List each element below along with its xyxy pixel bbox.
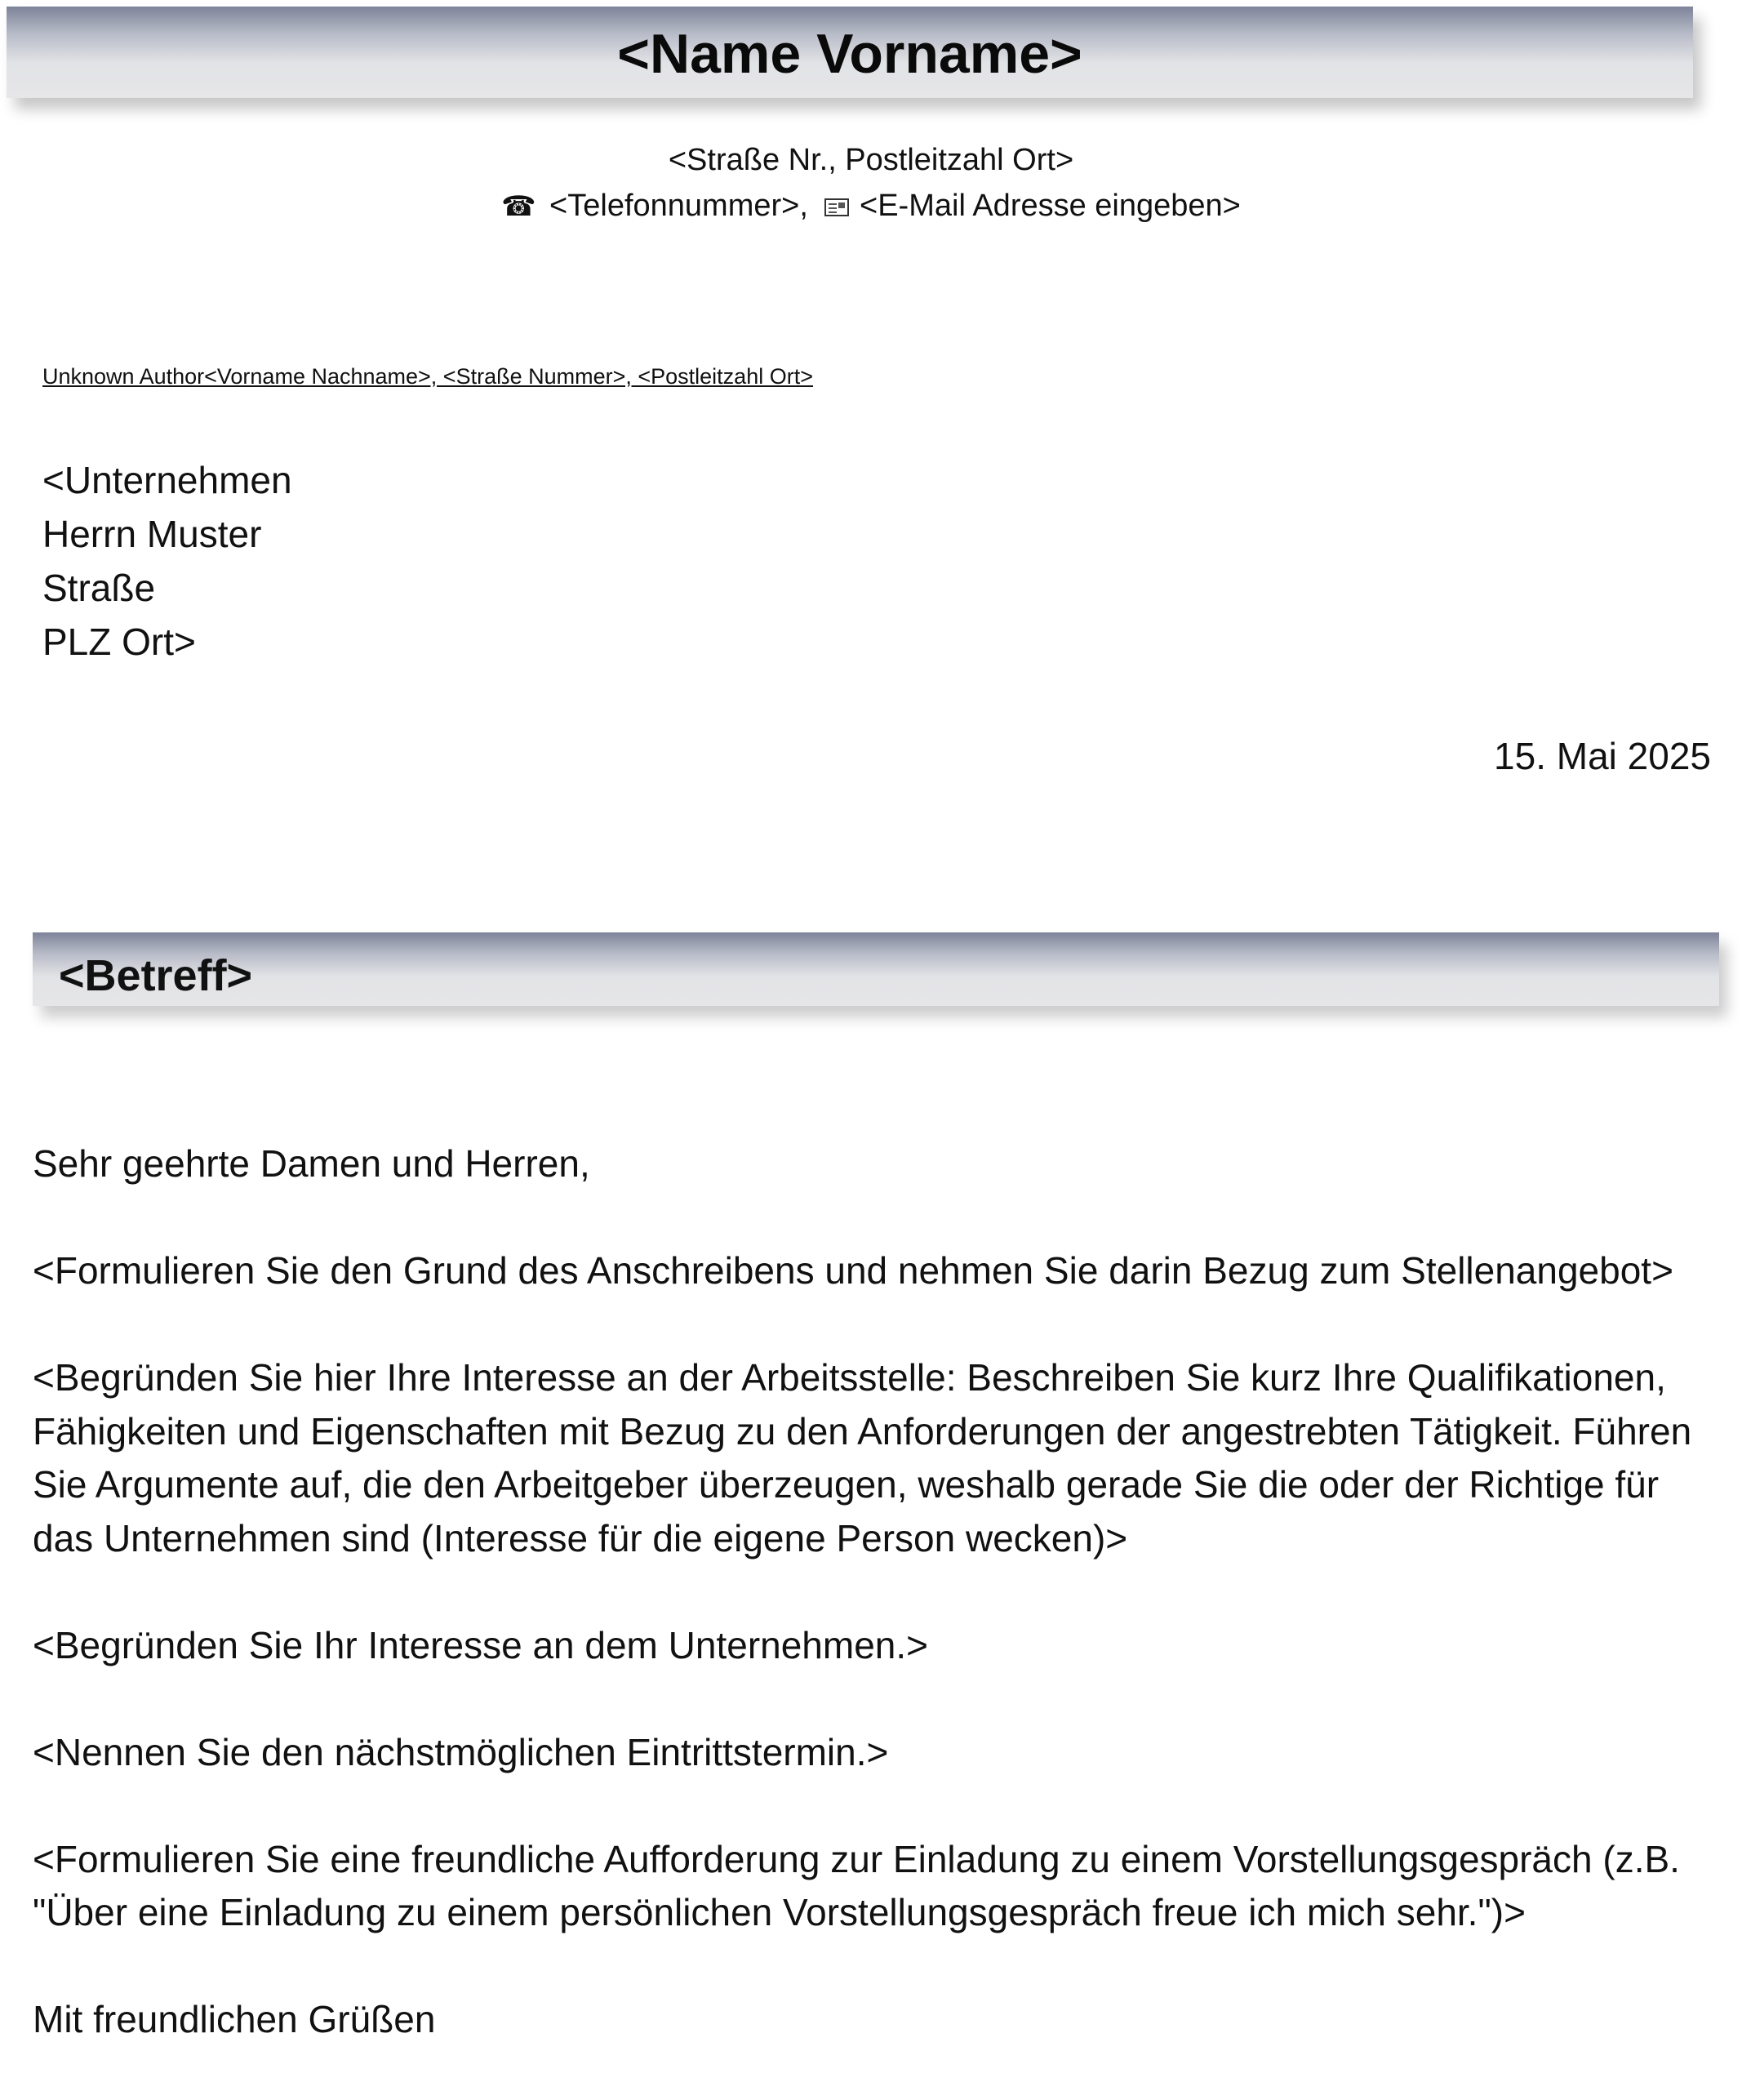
recipient-address-block (42, 453, 292, 669)
return-address-line: Unknown Author<Vorname Nachname>, <Straße Nummer>, <Postleitzahl Ort> (42, 364, 813, 389)
sender-email: <E-Mail Adresse eingeben> (860, 189, 1241, 223)
body-paragraph: <Formulieren Sie den Grund des Anschreibens und nehmen Sie darin Bezug zum Stellenangebot> (33, 1249, 1673, 1292)
body-paragraph: <Nennen Sie den nächstmöglichen Eintrittstermin.> (33, 1730, 889, 1773)
sender-name-title: <Name Vorname> (617, 23, 1082, 85)
contact-card-icon (824, 198, 849, 216)
subject-band (33, 932, 1719, 1006)
salutation: Sehr geehrte Damen und Herren, (33, 1142, 590, 1185)
sender-phone: <Telefonnummer>, (549, 189, 808, 223)
closing: Mit freundlichen Grüßen (33, 1998, 436, 2040)
recipient-line: Straße (42, 567, 156, 609)
body-paragraph: <Formulieren Sie eine freundliche Aufforderung zur Einladung zu einem Vorstellungsgespräch (z.B. "Über eine Einladung zu einem persönlichen Vorstellungsgespräch freue ich mich sehr.")> (33, 1837, 1680, 1933)
phone-icon: ☎ (501, 190, 536, 223)
sender-address: <Straße Nr., Postleitzahl Ort> (668, 143, 1074, 177)
sender-contact-line (0, 183, 1742, 229)
body-paragraph: <Begründen Sie Ihr Interesse an dem Unternehmen.> (33, 1623, 929, 1666)
recipient-line: Herrn Muster (42, 513, 262, 555)
recipient-line: <Unternehmen (42, 459, 292, 501)
letter-body (33, 1137, 1722, 2100)
body-paragraph: <Begründen Sie hier Ihre Interesse an der Arbeitsstelle: Beschreiben Sie kurz Ihre Qualifikationen, Fähigkeiten und Eigenschaften mit Bezug zu den Anforderungen der angestrebten Tätigkeit. Führen Sie Argumente auf, die den Arbeitgeber überzeugen, weshalb gerade Sie die oder der Richtige für das Unternehmen sind (Interesse für die eigene Person wecken)> (33, 1356, 1692, 1559)
subject-heading: <Betreff> (59, 951, 253, 1000)
letter-date: 15. Mai 2025 (1494, 735, 1711, 777)
recipient-line: PLZ Ort> (42, 621, 196, 663)
